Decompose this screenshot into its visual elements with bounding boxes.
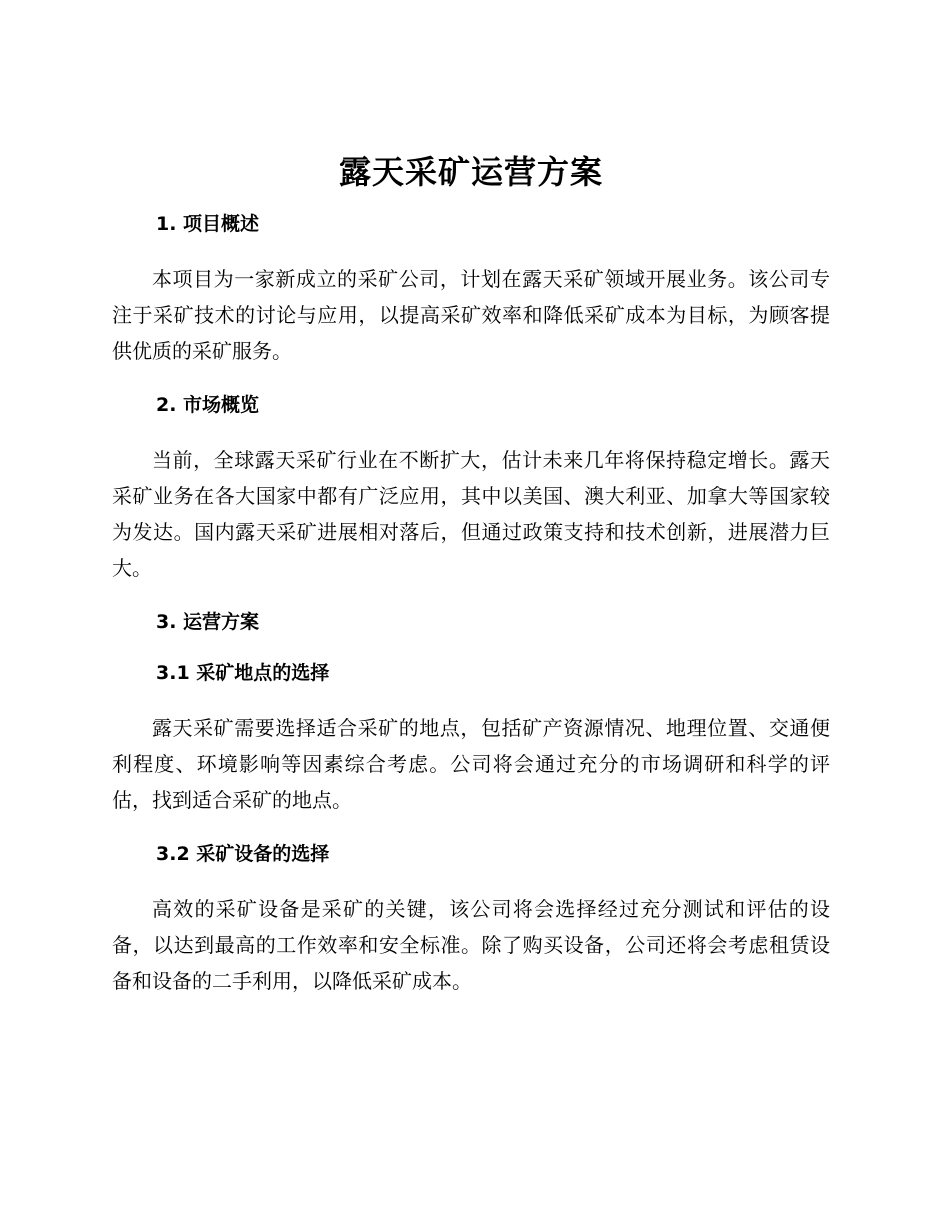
paragraph-project-overview: 本项目为一家新成立的采矿公司，计划在露天采矿领域开展业务。该公司专注于采矿技术的讨论与应用，以提高采矿效率和降低采矿成本为目标，为顾客提供优质的采矿服务。 (112, 267, 830, 363)
section-heading-equipment-selection: 3.2 采矿设备的选择 (156, 843, 330, 865)
paragraph-market-overview: 当前，全球露天采矿行业在不断扩大，估计未来几年将保持稳定增长。露天采矿业务在各大国家中都有广泛应用，其中以美国、澳大利亚、加拿大等国家较为发达。国内露天采矿进展相对落后，但通过政策支持和技术创新，进展潜力巨大。 (112, 448, 830, 580)
paragraph-site-selection: 露天采矿需要选择适合采矿的地点，包括矿产资源情况、地理位置、交通便利程度、环境影响等因素综合考虑。公司将会通过充分的市场调研和科学的评估，找到适合采矿的地点。 (112, 716, 830, 812)
document-title: 露天采矿运营方案 (338, 153, 603, 191)
section-heading-project-overview: 1. 项目概述 (156, 213, 260, 235)
section-heading-operation-plan: 3. 运营方案 (156, 611, 260, 633)
document-body (112, 148, 830, 1021)
section-heading-market-overview: 2. 市场概览 (156, 394, 260, 416)
paragraph-equipment-selection: 高效的采矿设备是采矿的关键，该公司将会选择经过充分测试和评估的设备，以达到最高的工作效率和安全标准。除了购买设备，公司还将会考虑租赁设备和设备的二手利用，以降低采矿成本。 (112, 897, 830, 993)
section-heading-site-selection: 3.1 采矿地点的选择 (156, 662, 330, 684)
